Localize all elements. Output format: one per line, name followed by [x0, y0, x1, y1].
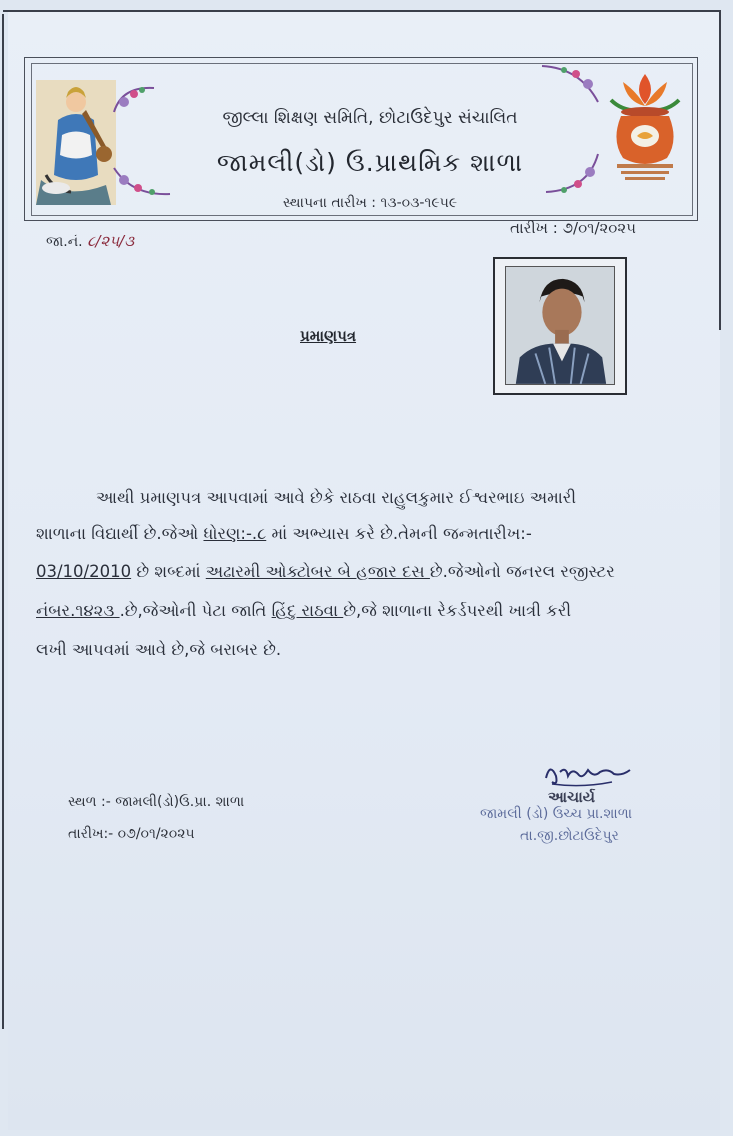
- certificate-title: પ્રમાણપત્ર: [300, 327, 357, 345]
- page-border-top: [3, 10, 721, 12]
- certificate-body-line-3: [36, 562, 676, 582]
- register-number: નંબર.૧૪૨૩: [36, 601, 120, 620]
- place-field: સ્થળ :- જામલી(ડો)ઉ.પ્રા. શાળા: [68, 794, 245, 810]
- caste-value: હિંદુ રાઠવા: [271, 601, 344, 620]
- committee-name: જીલ્લા શિક્ષણ સમિતિ, છોટાઉદેપુર સંચાલિત: [222, 108, 518, 128]
- body-text: .છે,જેઓની પેટા જાતિ: [119, 601, 272, 620]
- establishment-date: સ્થાપના તારીખ : ૧૩-૦૩-૧૯૫૯: [282, 195, 458, 211]
- school-name: જામલી(ડો) ઉ.પ્રાથમિક શાળા: [216, 148, 524, 177]
- reference-label: જા.નં.: [46, 234, 83, 250]
- footer-date-field: તારીખ:- ૦૭/૦૧/૨૦૨૫: [68, 826, 195, 842]
- body-text: છે.જેઓનો જનરલ રજીસ્ટર: [429, 562, 615, 581]
- body-text: છે શબ્દમાં: [131, 562, 206, 581]
- principal-designation: આચાર્ય: [548, 788, 596, 806]
- page-border-right: [719, 10, 721, 330]
- issue-date: તારીખ : ૭/૦૧/૨૦૨૫: [510, 219, 636, 237]
- school-stamp-line-1: જામલી (ડો) ઉચ્ચ પ્રા.શાળા: [480, 806, 633, 822]
- reference-number: [46, 232, 134, 250]
- kalash-emblem: [603, 70, 688, 185]
- birth-date-words: અઢારમી ઓક્ટોબર બે હજાર દસ: [205, 562, 430, 581]
- body-text: છે,જે શાળાના રેકર્ડપરથી ખાત્રી કરી: [343, 601, 572, 620]
- principal-signature: [542, 758, 632, 792]
- body-text: માં અભ્યાસ કરે છે.તેમની જન્મતારીખ:-: [266, 524, 532, 543]
- certificate-body-line-4: [36, 601, 676, 621]
- student-photo: [505, 266, 615, 385]
- certificate-body-line-1: આથી પ્રમાણપત્ર આપવામાં આવે છેકે રાઠવા રાહુલકુમાર ઈશ્વરભાઇ અમારી: [96, 488, 577, 507]
- school-stamp-line-2: તા.જી.છોટાઉદેપુર: [520, 828, 619, 844]
- body-text: શાળાના વિદ્યાર્થી છે.જેઓ: [36, 524, 204, 543]
- saraswati-image: [36, 80, 116, 205]
- standard-value: ધોરણ:-.૮: [203, 524, 267, 543]
- page-border-left: [2, 14, 4, 1029]
- certificate-body-line-2: [36, 524, 676, 544]
- certificate-body-line-5: લખી આપવમાં આવે છે,જે બરાબર છે.: [36, 640, 282, 659]
- birth-date-value: 03/10/2010: [36, 562, 132, 581]
- reference-value: ૮/૨૫/૩: [87, 232, 135, 250]
- ornament-right-top: [540, 62, 602, 106]
